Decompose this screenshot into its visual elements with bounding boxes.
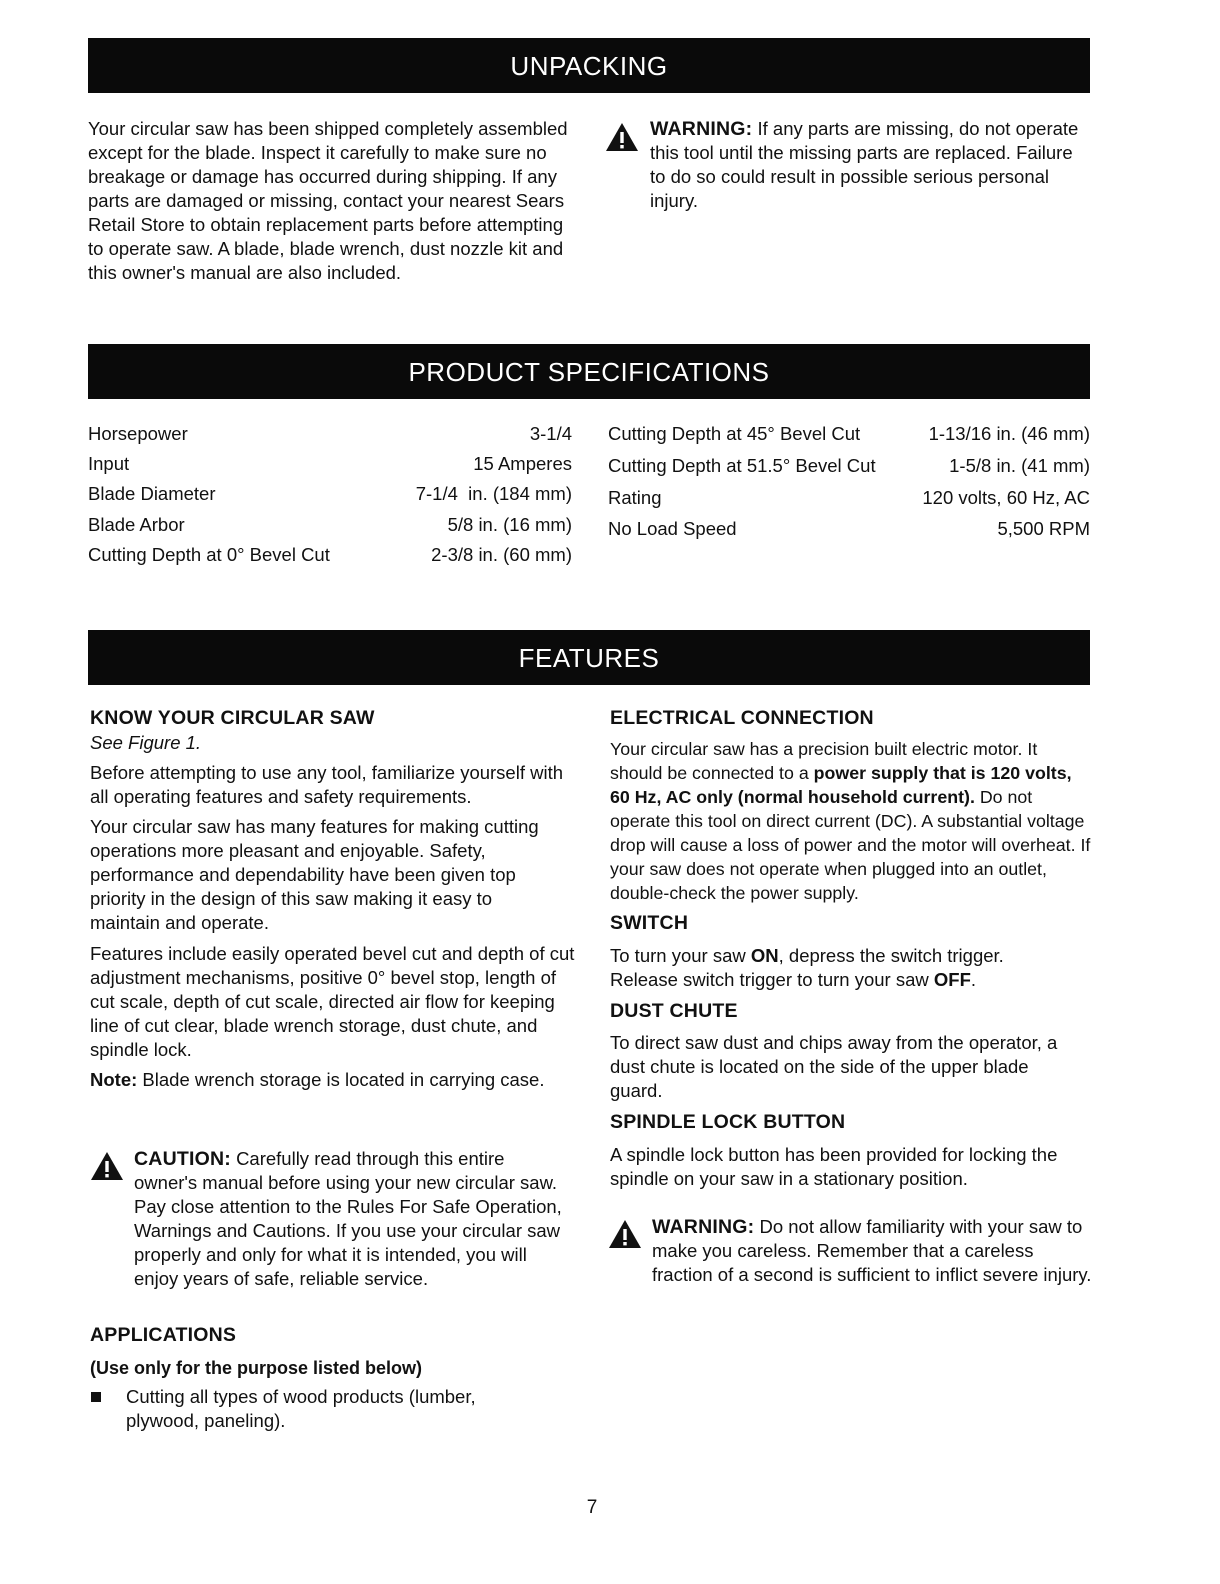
spec-row (88, 453, 572, 483)
know-paragraph: Features include easily operated bevel cut and depth of cut adjustment mechanisms, positive 0° bevel stop, length of cut scale, depth of cut scale, directed air flow for keeping line of cut clear, blade wrench storage, dust chute, and spindle lock. (90, 943, 575, 1060)
bullet-square (91, 1392, 101, 1402)
spec-label: Blade Diameter (88, 483, 216, 504)
spec-label: Horsepower (88, 423, 188, 444)
page-number: 7 (586, 1497, 598, 1518)
spec-value: 15 Amperes (473, 453, 572, 474)
electrical-paragraph (610, 737, 1092, 905)
switch-text: , depress the switch trigger. Release switch trigger to turn your saw (610, 945, 1004, 990)
switch-text: To turn your saw (610, 945, 751, 966)
spec-label: Cutting Depth at 51.5° Bevel Cut (608, 455, 876, 476)
applications-item: Cutting all types of wood products (lumber, plywood, paneling). (126, 1386, 476, 1431)
note-text: Blade wrench storage is located in carrying case. (142, 1069, 545, 1090)
spec-row (608, 423, 1090, 453)
warning-text: Do not allow familiarity with your saw to make you careless. Remember that a careless fraction of a second is sufficient to inflict severe injury. (652, 1216, 1092, 1285)
warning-label: WARNING: (652, 1216, 755, 1238)
spec-value: 1-13/16 in. (46 mm) (928, 423, 1090, 444)
spec-row (608, 518, 1090, 548)
know-paragraph: Before attempting to use any tool, familiarize yourself with all operating features and safety requirements. (90, 762, 564, 807)
electrical-text: Your circular saw has a precision built electric motor. It should be connected to a (610, 739, 1038, 783)
spec-row (88, 423, 572, 453)
spec-row (88, 544, 572, 574)
unpacking-banner: UNPACKING (88, 38, 1090, 93)
warning-label: WARNING: (650, 118, 753, 140)
spec-label: Rating (608, 487, 662, 508)
applications-heading: APPLICATIONS (90, 1324, 237, 1346)
switch-paragraph (610, 944, 1060, 992)
caution-block (134, 1147, 566, 1291)
unpacking-warning (650, 117, 1090, 213)
spec-value: 5,500 RPM (997, 518, 1090, 539)
spec-value: 7-1/4 in. (184 mm) (415, 483, 572, 504)
caution-icon (90, 1151, 124, 1181)
spec-row (88, 514, 572, 544)
know-figure-ref: See Figure 1. (90, 732, 202, 753)
spec-row (88, 483, 572, 513)
dust-chute-paragraph: To direct saw dust and chips away from the operator, a dust chute is located on the side of the upper blade guard. (610, 1032, 1058, 1101)
spec-row (608, 487, 1090, 517)
switch-off: OFF (933, 969, 971, 990)
spec-value: 2-3/8 in. (60 mm) (431, 544, 572, 565)
electrical-power-spec: power supply that is 120 volts, 60 Hz, AC only (normal household current). (610, 763, 1072, 807)
electrical-text: Do not operate this tool on direct current (DC). A substantial voltage drop will cause a loss of power and the motor will overheat. If your saw does not operate when plugged into an outlet, double-check the power supply. (610, 787, 1091, 903)
note (90, 1068, 560, 1092)
spindle-lock-heading: SPINDLE LOCK BUTTON (610, 1111, 846, 1133)
switch-heading: SWITCH (610, 912, 689, 934)
specs-banner: PRODUCT SPECIFICATIONS (88, 344, 1090, 399)
features-banner: FEATURES (88, 630, 1090, 685)
spec-label: Input (88, 453, 130, 474)
familiarity-warning (652, 1215, 1092, 1287)
spec-row (608, 455, 1090, 485)
caution-text: Carefully read through this entire owner's manual before using your new circular saw. Pay close attention to the Rules For Safe Operation, Warnings and Cautions. If you use your circular saw properly and only for what it is intended, you will enjoy years of safe, reliable service. (134, 1148, 562, 1289)
spec-label: No Load Speed (608, 518, 737, 539)
spec-label: Blade Arbor (88, 514, 185, 535)
spec-value: 1-5/8 in. (41 mm) (949, 455, 1090, 476)
spec-value: 120 volts, 60 Hz, AC (922, 487, 1090, 508)
switch-on: ON (750, 945, 779, 966)
spec-label: Cutting Depth at 45° Bevel Cut (608, 423, 861, 444)
applications-subheading: (Use only for the purpose listed below) (90, 1358, 423, 1378)
caution-label: CAUTION: (134, 1148, 231, 1170)
spec-value: 3-1/4 (529, 423, 572, 444)
warning-icon (608, 1219, 642, 1249)
know-paragraph: Your circular saw has many features for making cutting operations more pleasant and enjoyable. Safety, performance and dependability have been given top priority in the design of this saw making it easy to maintain and operate. (90, 816, 539, 933)
spindle-lock-paragraph: A spindle lock button has been provided for locking the spindle on your saw in a stationary position. (610, 1144, 1058, 1189)
warning-text: If any parts are missing, do not operate this tool until the missing parts are replaced. Failure to do so could result in possible serious personal injury. (650, 118, 1079, 211)
unpacking-body: Your circular saw has been shipped completely assembled except for the blade. Inspect it carefully to make sure no breakage or damage has occurred during shipping. If any parts are damaged or missing, contact your nearest Sears Retail Store to obtain replacement parts before attempting to operate saw. A blade, blade wrench, dust nozzle kit and this owner's manual are also included. (88, 118, 568, 283)
note-label: Note: (90, 1069, 138, 1090)
know-heading: KNOW YOUR CIRCULAR SAW (90, 707, 375, 729)
spec-value: 5/8 in. (16 mm) (447, 514, 572, 535)
spec-label: Cutting Depth at 0° Bevel Cut (88, 544, 330, 565)
switch-text: . (970, 969, 977, 990)
electrical-heading: ELECTRICAL CONNECTION (610, 707, 874, 729)
dust-chute-heading: DUST CHUTE (610, 1000, 738, 1022)
warning-icon (605, 122, 639, 152)
